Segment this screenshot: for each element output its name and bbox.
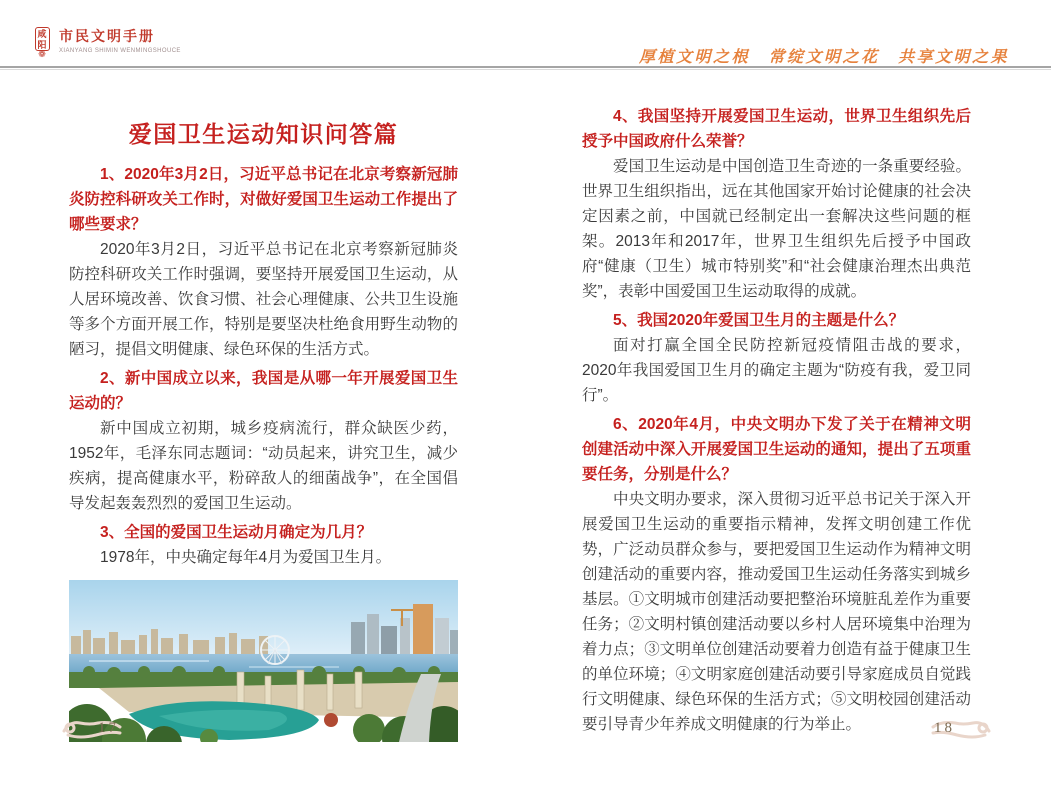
header-divider bbox=[0, 66, 1051, 70]
right-page bbox=[582, 100, 971, 737]
answer-4: 爱国卫生运动是中国创造卫生奇迹的一条重要经验。世界卫生组织指出，远在其他国家开始讨论健康的社会决定因素之前，中国就已经制定出一套解决这些问题的框架。2013年和2017年，世界卫生组织先后授予中国政府“健康（卫生）城市特别奖”和“社会健康治理杰出典范奖”，表彰中国爱国卫生运动取得的成就。 bbox=[582, 158, 971, 300]
answer-5: 面对打赢全国全民防控新冠疫情阻击战的要求，2020年我国爱国卫生月的确定主题为“防疫有我，爱卫同行”。 bbox=[582, 337, 971, 404]
seal-block bbox=[32, 27, 52, 58]
question-3: 3、全国的爱国卫生运动月确定为几月？ bbox=[100, 524, 373, 541]
city-park-photo bbox=[69, 580, 458, 742]
question-2: 2、新中国成立以来，我国是从哪一年开展爱国卫生运动的？ bbox=[69, 370, 458, 412]
question-4: 4、我国坚持开展爱国卫生运动，世界卫生组织先后授予中国政府什么荣誉？ bbox=[582, 108, 971, 150]
left-page bbox=[69, 104, 458, 742]
answer-2: 新中国成立初期，城乡疫病流行，群众缺医少药，1952年，毛泽东同志题词：“动员起来，讲究卫生，减少疾病，提高健康水平，粉碎敌人的细菌战争”，在全国倡导发起轰轰烈烈的爱国卫生运动。 bbox=[69, 420, 458, 512]
answer-6: 中央文明办要求，深入贯彻习近平总书记关于深入开展爱国卫生运动的重要指示精神，发挥文明创建工作优势，广泛动员群众参与，要把爱国卫生运动作为精神文明创建活动的重要内容，推动爱国卫生运动任务落实到城乡基层。①文明城市创建活动要把整治环境脏乱差作为重要任务；②文明村镇创建活动要以乡村人居环境集中治理为着力点；③文明单位创建活动要着力创造有益于健康卫生的单位环境；④文明家庭创建活动要引导家庭成员自觉践行文明健康、绿色环保的生活方式；⑤文明校园创建活动要引导青少年养成文明健康的行为举止。 bbox=[582, 491, 971, 733]
page-number: 18 bbox=[934, 719, 955, 736]
handbook-pinyin: XIANYANG SHIMIN WENMINGSHOUCE bbox=[59, 48, 181, 54]
header-slogan: 厚植文明之根 常绽文明之花 共享文明之果 bbox=[638, 47, 1009, 66]
section-title: 爱国卫生运动知识问答篇 bbox=[128, 121, 399, 147]
question-6: 6、2020年4月，中央文明办下发了关于在精神文明创建活动中深入开展爱国卫生运动的通知，提出了五项重要任务，分别是什么？ bbox=[582, 416, 971, 483]
handbook-title: 市民文明手册 bbox=[59, 29, 155, 45]
ferris-wheel-icon bbox=[261, 636, 289, 664]
flower-icon: ❁ bbox=[38, 49, 46, 59]
page-number-left bbox=[60, 714, 119, 742]
question-1: 1、2020年3月2日，习近平总书记在北京考察新冠肺炎防控科研攻关工作时，对做好爱国卫生运动工作提出了哪些要求？ bbox=[69, 166, 458, 233]
logo-text bbox=[59, 27, 181, 55]
logo bbox=[32, 27, 181, 58]
answer-1: 2020年3月2日，习近平总书记在北京考察新冠肺炎防控科研攻关工作时强调，要坚持开展爱国卫生运动，从人居环境改善、饮食习惯、社会心理健康、公共卫生设施等多个方面开展工作，特别是要坚决杜绝食用野生动物的陋习，提倡文明健康、绿色环保的生活方式。 bbox=[69, 241, 458, 358]
page-number: 17 bbox=[98, 719, 119, 736]
page-number-right bbox=[934, 714, 993, 742]
question-5: 5、我国2020年爱国卫生月的主题是什么？ bbox=[613, 312, 905, 329]
answer-3: 1978年，中央确定每年4月为爱国卫生月。 bbox=[100, 549, 392, 566]
xianyang-seal-icon: 咸阳 bbox=[35, 27, 50, 51]
